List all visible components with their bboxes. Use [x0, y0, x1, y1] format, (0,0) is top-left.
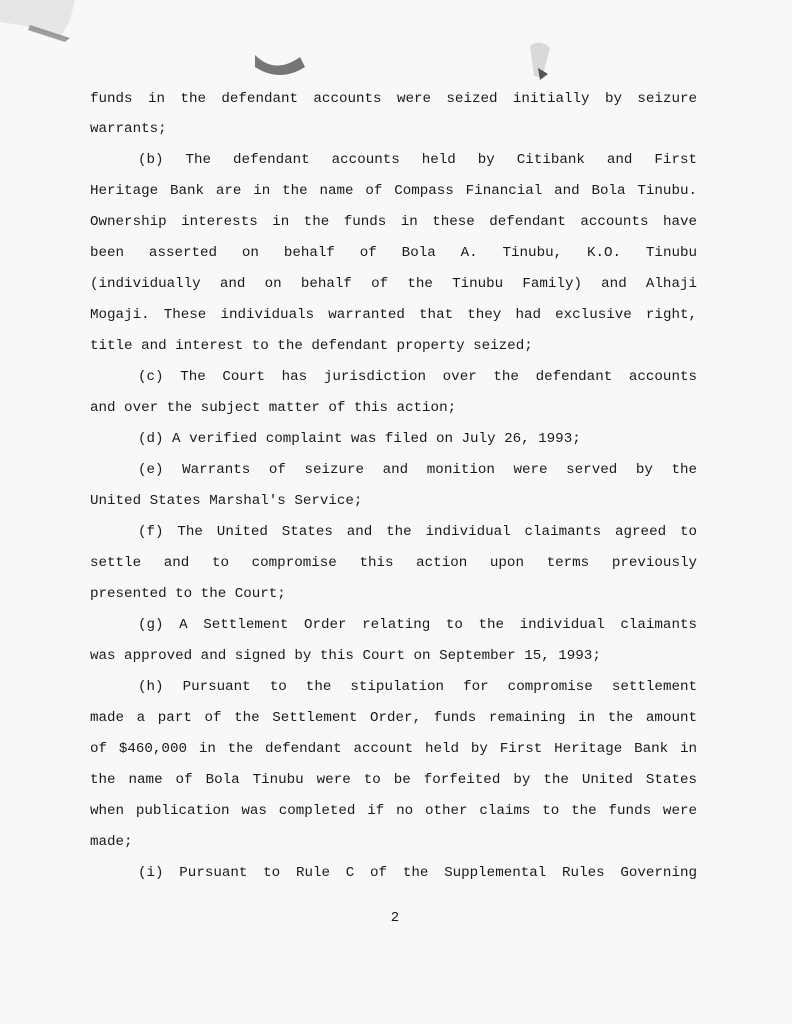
body-line: the name of Bola Tinubu were to be forfeited by the United States — [90, 772, 697, 788]
paragraph-d: (d) A verified complaint was filed on July 26, 1993; — [138, 431, 581, 447]
body-line: United States Marshal's Service; — [90, 493, 363, 509]
scan-smudge-top-center — [250, 45, 310, 85]
body-line: was approved and signed by this Court on September 15, 1993; — [90, 648, 601, 664]
body-line: Heritage Bank are in the name of Compass Financial and Bola Tinubu. — [90, 183, 697, 199]
paragraph-h-start: (h) Pursuant to the stipulation for compromise settlement — [138, 679, 697, 695]
body-line: title and interest to the defendant property seized; — [90, 338, 533, 354]
body-line: Mogaji. These individuals warranted that they had exclusive right, — [90, 307, 697, 323]
paragraph-i-start: (i) Pursuant to Rule C of the Supplemental Rules Governing — [138, 865, 697, 881]
body-line: presented to the Court; — [90, 586, 286, 602]
scan-smudge-top-right — [520, 38, 560, 88]
body-line: settle and to compromise this action upon terms previously — [90, 555, 697, 571]
body-line: when publication was completed if no other claims to the funds were — [90, 803, 697, 819]
paragraph-g-start: (g) A Settlement Order relating to the individual claimants — [138, 617, 697, 633]
body-line: (individually and on behalf of the Tinubu Family) and Alhaji — [90, 276, 697, 292]
body-line: made; — [90, 834, 133, 850]
body-line: Ownership interests in the funds in these defendant accounts have — [90, 214, 697, 230]
body-line: made a part of the Settlement Order, funds remaining in the amount — [90, 710, 697, 726]
paragraph-c-start: (c) The Court has jurisdiction over the defendant accounts — [138, 369, 697, 385]
paragraph-b-start: (b) The defendant accounts held by Citibank and First — [138, 152, 697, 168]
body-line: warrants; — [90, 121, 167, 137]
paragraph-e-start: (e) Warrants of seizure and monition were served by the — [138, 462, 697, 478]
scan-smudge-top-left — [0, 0, 80, 50]
body-line: and over the subject matter of this action; — [90, 400, 457, 416]
body-line: of $460,000 in the defendant account held by First Heritage Bank in — [90, 741, 697, 757]
body-line: funds in the defendant accounts were seized initially by seizure — [90, 91, 697, 107]
body-line: been asserted on behalf of Bola A. Tinubu, K.O. Tinubu — [90, 245, 697, 261]
page-number: 2 — [390, 910, 400, 926]
paragraph-f-start: (f) The United States and the individual claimants agreed to — [138, 524, 697, 540]
